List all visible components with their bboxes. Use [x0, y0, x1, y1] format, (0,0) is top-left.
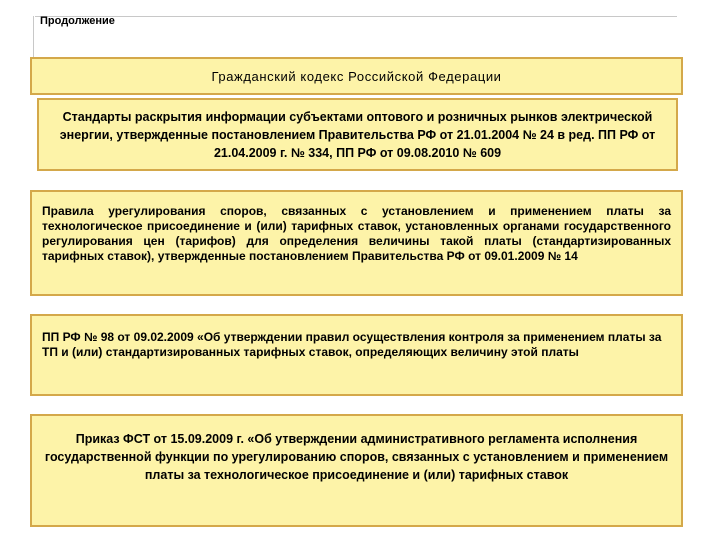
pp98-box [30, 314, 683, 396]
pp98-text: ПП РФ № 98 от 09.02.2009 «Об утверждении правил осуществления контроля за применением платы за ТП и (или) стандартизированных тарифных ставок, определяющих величину этой платы [42, 330, 662, 359]
civil-code-box [30, 57, 683, 95]
header-left-rule [33, 16, 34, 62]
dispute-rules-box [30, 190, 683, 296]
dispute-rules-text: Правила урегулирования споров, связанных с установлением и применением платы за технологическое присоединение и (или) тарифных ставок, установленных органами государственного регулирования цен (тарифов) для определения величины такой платы (стандартизированных тарифных ставок), утвержденные постановлением Правительства РФ от 09.01.2009 № 14 [42, 204, 671, 263]
fst-order-box [30, 414, 683, 527]
header-label: Продолжение [40, 15, 115, 27]
disclosure-standards-box [37, 98, 678, 171]
header-top-rule [35, 16, 677, 17]
disclosure-standards-text: Стандарты раскрытия информации субъектами оптового и розничных рынков электрической энергии, утвержденные постановлением Правительства РФ от 21.01.2004 № 24 в ред. ПП РФ от 21.04.2009 г. № 334, ПП РФ от 09.08.2010 № 609 [59, 110, 656, 160]
civil-code-text: Гражданский кодекс Российской Федерации [211, 68, 502, 84]
fst-order-text: Приказ ФСТ от 15.09.2009 г. «Об утверждении административного регламента исполнения государственной функции по урегулированию споров, связанных с установлением и применением платы за технологическое присоединение и (или) тарифных ставок [44, 432, 669, 482]
